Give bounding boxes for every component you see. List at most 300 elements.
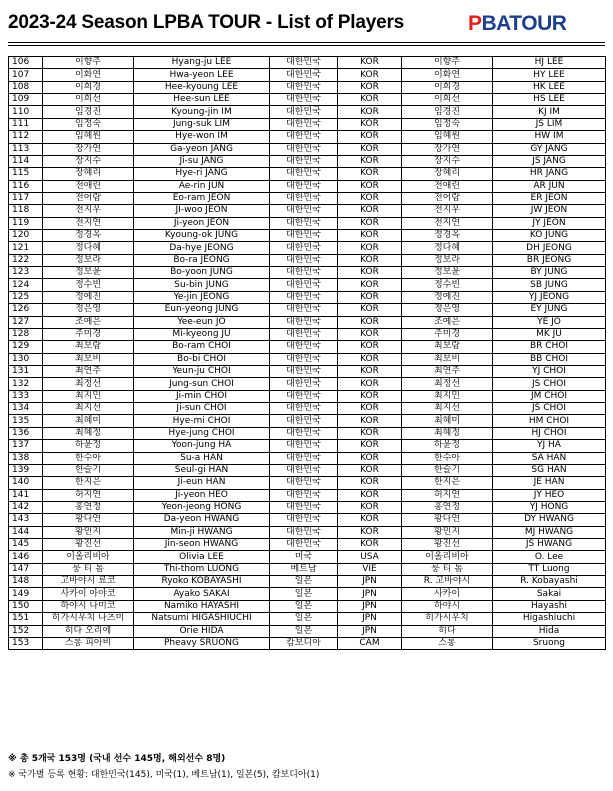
player-country: 대한민국 xyxy=(270,205,338,217)
player-name-korean: 이화연 xyxy=(43,69,134,81)
player-name-korean: 홍연정 xyxy=(43,501,134,513)
table-row xyxy=(9,625,606,637)
player-display-name-english: BR CHOI xyxy=(493,341,606,353)
player-number: 127 xyxy=(9,316,43,328)
player-country-code: KOR xyxy=(338,452,402,464)
player-display-name-korean: 최지민 xyxy=(402,390,493,402)
player-country-code: KOR xyxy=(338,440,402,452)
player-name-english: Ji-sun CHOI xyxy=(134,403,270,415)
table-row xyxy=(9,143,606,155)
logo-letter-p: P xyxy=(468,12,482,35)
table-row xyxy=(9,563,606,575)
player-name-korean: 최혜정 xyxy=(43,427,134,439)
player-name-korean: 최보비 xyxy=(43,353,134,365)
player-country-code: JPN xyxy=(338,576,402,588)
player-country-code: KOR xyxy=(338,205,402,217)
player-name-english: Ji-eun HAN xyxy=(134,477,270,489)
table-row xyxy=(9,94,606,106)
player-display-name-english: HS LEE xyxy=(493,94,606,106)
player-country-code: KOR xyxy=(338,514,402,526)
player-country: 대한민국 xyxy=(270,489,338,501)
player-name-korean: 조예은 xyxy=(43,316,134,328)
player-country-code: JPN xyxy=(338,600,402,612)
player-name-english: Eo-ram JEON xyxy=(134,192,270,204)
player-name-korean: 스롱 피아비 xyxy=(43,637,134,649)
player-country-code: KOR xyxy=(338,180,402,192)
player-country-code: KOR xyxy=(338,94,402,106)
table-row xyxy=(9,440,606,452)
table-row xyxy=(9,291,606,303)
player-display-name-english: GY JANG xyxy=(493,143,606,155)
player-number: 112 xyxy=(9,131,43,143)
player-display-name-english: O. Lee xyxy=(493,551,606,563)
player-name-korean: 사카이 아야코 xyxy=(43,588,134,600)
player-number: 133 xyxy=(9,390,43,402)
player-name-english: Seul-gi HAN xyxy=(134,464,270,476)
player-name-korean: 전어람 xyxy=(43,192,134,204)
logo-text: BATOUR xyxy=(481,12,567,35)
player-country: 대한민국 xyxy=(270,378,338,390)
player-country: 대한민국 xyxy=(270,230,338,242)
player-country-code: KOR xyxy=(338,217,402,229)
player-display-name-korean: 정보윤 xyxy=(402,267,493,279)
player-country-code: KOR xyxy=(338,279,402,291)
player-display-name-english: MJ HWANG xyxy=(493,526,606,538)
player-country: 대한민국 xyxy=(270,94,338,106)
player-country: 대한민국 xyxy=(270,254,338,266)
player-name-korean: 정보윤 xyxy=(43,267,134,279)
player-name-korean: 이올리비아 xyxy=(43,551,134,563)
player-country: 대한민국 xyxy=(270,403,338,415)
player-country: 대한민국 xyxy=(270,131,338,143)
player-name-korean: 최지민 xyxy=(43,390,134,402)
player-country-code: KOR xyxy=(338,155,402,167)
player-name-korean: 정은영 xyxy=(43,304,134,316)
table-row xyxy=(9,403,606,415)
player-name-korean: 임경진 xyxy=(43,106,134,118)
player-display-name-english: HJ LEE xyxy=(493,57,606,69)
player-name-english: Su-a HAN xyxy=(134,452,270,464)
player-country-code: KOR xyxy=(338,526,402,538)
player-name-korean: 정다혜 xyxy=(43,242,134,254)
table-row xyxy=(9,316,606,328)
player-name-korean: 한지은 xyxy=(43,477,134,489)
player-number: 134 xyxy=(9,403,43,415)
player-display-name-korean: 정보라 xyxy=(402,254,493,266)
player-table xyxy=(8,56,606,650)
player-display-name-korean: 황진선 xyxy=(402,539,493,551)
player-display-name-korean: 정예진 xyxy=(402,291,493,303)
player-country-code: KOR xyxy=(338,131,402,143)
player-country: 대한민국 xyxy=(270,143,338,155)
player-country-code: KOR xyxy=(338,378,402,390)
player-display-name-korean: 임경진 xyxy=(402,106,493,118)
player-country: 캄보디아 xyxy=(270,637,338,649)
table-row xyxy=(9,378,606,390)
table-row xyxy=(9,390,606,402)
player-name-english: Hye-jung CHOI xyxy=(134,427,270,439)
table-row xyxy=(9,427,606,439)
table-row xyxy=(9,155,606,167)
player-display-name-english: JE HAN xyxy=(493,477,606,489)
player-name-korean: 정보라 xyxy=(43,254,134,266)
player-number: 132 xyxy=(9,378,43,390)
player-display-name-korean: R. 고바야시 xyxy=(402,576,493,588)
player-name-english: Hye-mi CHOI xyxy=(134,415,270,427)
player-name-korean: 전애린 xyxy=(43,180,134,192)
player-number: 140 xyxy=(9,477,43,489)
player-number: 142 xyxy=(9,501,43,513)
player-name-korean: 고바야시 료코 xyxy=(43,576,134,588)
player-name-english: Hye-ri JANG xyxy=(134,168,270,180)
player-number: 119 xyxy=(9,217,43,229)
player-country: 대한민국 xyxy=(270,464,338,476)
table-row xyxy=(9,489,606,501)
player-number: 114 xyxy=(9,155,43,167)
table-row xyxy=(9,526,606,538)
player-country-code: JPN xyxy=(338,613,402,625)
player-country-code: KOR xyxy=(338,477,402,489)
player-number: 138 xyxy=(9,452,43,464)
player-country: 대한민국 xyxy=(270,539,338,551)
player-country-code: KOR xyxy=(338,57,402,69)
player-display-name-english: YE JO xyxy=(493,316,606,328)
player-name-english: Olivia LEE xyxy=(134,551,270,563)
player-display-name-korean: 최지선 xyxy=(402,403,493,415)
player-display-name-korean: 이희선 xyxy=(402,94,493,106)
player-number: 136 xyxy=(9,427,43,439)
player-display-name-korean: 이희경 xyxy=(402,81,493,93)
player-name-korean: 장가연 xyxy=(43,143,134,155)
player-number: 149 xyxy=(9,588,43,600)
player-name-english: Da-yeon HWANG xyxy=(134,514,270,526)
player-display-name-korean: 한슬기 xyxy=(402,464,493,476)
player-name-korean: 최정선 xyxy=(43,378,134,390)
player-number: 113 xyxy=(9,143,43,155)
player-name-english: Pheavy SRUONG xyxy=(134,637,270,649)
player-display-name-english: JY JEON xyxy=(493,217,606,229)
player-display-name-english: JS JANG xyxy=(493,155,606,167)
player-display-name-english: SA HAN xyxy=(493,452,606,464)
table-row xyxy=(9,205,606,217)
player-display-name-english: HY LEE xyxy=(493,69,606,81)
player-name-korean: 정경옥 xyxy=(43,230,134,242)
player-name-english: Ji-su JANG xyxy=(134,155,270,167)
player-country-code: KOR xyxy=(338,230,402,242)
player-number: 107 xyxy=(9,69,43,81)
player-display-name-korean: 정은영 xyxy=(402,304,493,316)
player-country-code: USA xyxy=(338,551,402,563)
player-name-korean: 임정숙 xyxy=(43,118,134,130)
player-display-name-korean: 최혜미 xyxy=(402,415,493,427)
player-country-code: KOR xyxy=(338,242,402,254)
player-country-code: KOR xyxy=(338,291,402,303)
player-country: 대한민국 xyxy=(270,118,338,130)
player-display-name-english: YJ JEONG xyxy=(493,291,606,303)
player-display-name-english: SB JUNG xyxy=(493,279,606,291)
player-number: 122 xyxy=(9,254,43,266)
player-country-code: KOR xyxy=(338,415,402,427)
player-display-name-english: Higashiuchi xyxy=(493,613,606,625)
player-name-english: Ji-yeon JEON xyxy=(134,217,270,229)
player-name-english: Su-bin JUNG xyxy=(134,279,270,291)
table-row xyxy=(9,477,606,489)
player-number: 148 xyxy=(9,576,43,588)
player-name-english: Kyoung-jin IM xyxy=(134,106,270,118)
player-name-english: Min-ji HWANG xyxy=(134,526,270,538)
player-number: 117 xyxy=(9,192,43,204)
player-number: 141 xyxy=(9,489,43,501)
player-display-name-korean: 하야시 xyxy=(402,600,493,612)
player-display-name-english: JS CHOI xyxy=(493,403,606,415)
player-display-name-english: DH JEONG xyxy=(493,242,606,254)
player-name-korean: 장지수 xyxy=(43,155,134,167)
player-country: 대한민국 xyxy=(270,168,338,180)
player-country: 대한민국 xyxy=(270,415,338,427)
player-display-name-english: YJ HONG xyxy=(493,501,606,513)
player-display-name-english: AR JUN xyxy=(493,180,606,192)
player-name-korean: 이희경 xyxy=(43,81,134,93)
table-row xyxy=(9,464,606,476)
footer-country-breakdown: ※ 국가별 등록 현황: 대한민국(145), 미국(1), 베트남(1), 일본(5), 캄보디아(1) xyxy=(8,770,320,780)
player-country-code: KOR xyxy=(338,304,402,316)
player-country-code: JPN xyxy=(338,625,402,637)
player-display-name-korean: 최혜정 xyxy=(402,427,493,439)
player-country: 베트남 xyxy=(270,563,338,575)
player-country: 대한민국 xyxy=(270,279,338,291)
player-table-body xyxy=(9,57,606,650)
player-name-korean: 최연주 xyxy=(43,365,134,377)
table-row xyxy=(9,81,606,93)
player-display-name-english: Hida xyxy=(493,625,606,637)
player-display-name-korean: 정경옥 xyxy=(402,230,493,242)
table-row xyxy=(9,69,606,81)
player-country-code: KOR xyxy=(338,118,402,130)
player-display-name-english: JM CHOI xyxy=(493,390,606,402)
player-name-korean: 정예진 xyxy=(43,291,134,303)
table-row xyxy=(9,551,606,563)
player-number: 120 xyxy=(9,230,43,242)
player-name-english: Hee-sun LEE xyxy=(134,94,270,106)
player-name-english: Ryoko KOBAYASHI xyxy=(134,576,270,588)
player-country-code: JPN xyxy=(338,588,402,600)
player-display-name-korean: 장혜리 xyxy=(402,168,493,180)
player-number: 144 xyxy=(9,526,43,538)
player-display-name-english: HK LEE xyxy=(493,81,606,93)
player-name-english: Hwa-yeon LEE xyxy=(134,69,270,81)
player-country-code: KOR xyxy=(338,81,402,93)
page-title: 2023-24 Season LPBA TOUR - List of Players xyxy=(8,12,405,33)
player-display-name-english: JS LIM xyxy=(493,118,606,130)
player-name-english: Ji-yeon HEO xyxy=(134,489,270,501)
player-name-english: Ayako SAKAI xyxy=(134,588,270,600)
player-display-name-english: R. Kobayashi xyxy=(493,576,606,588)
player-name-english: Namiko HAYASHI xyxy=(134,600,270,612)
player-display-name-english: YJ HA xyxy=(493,440,606,452)
player-country: 대한민국 xyxy=(270,291,338,303)
player-display-name-english: YJ CHOI xyxy=(493,365,606,377)
table-row xyxy=(9,304,606,316)
player-name-korean: 이희선 xyxy=(43,94,134,106)
player-country-code: KOR xyxy=(338,464,402,476)
player-name-korean: 장혜리 xyxy=(43,168,134,180)
player-number: 128 xyxy=(9,328,43,340)
player-country: 대한민국 xyxy=(270,267,338,279)
player-name-english: Jung-sun CHOI xyxy=(134,378,270,390)
player-number: 139 xyxy=(9,464,43,476)
player-number: 150 xyxy=(9,600,43,612)
player-display-name-korean: 이향주 xyxy=(402,57,493,69)
player-display-name-korean: 최연주 xyxy=(402,365,493,377)
table-row xyxy=(9,514,606,526)
player-country-code: KOR xyxy=(338,390,402,402)
player-display-name-korean: 최정선 xyxy=(402,378,493,390)
player-name-korean: 이향주 xyxy=(43,57,134,69)
player-country-code: CAM xyxy=(338,637,402,649)
player-display-name-korean: 조예은 xyxy=(402,316,493,328)
player-name-korean: 전지연 xyxy=(43,217,134,229)
player-country: 일본 xyxy=(270,625,338,637)
player-name-english: Ji-min CHOI xyxy=(134,390,270,402)
player-country: 대한민국 xyxy=(270,180,338,192)
player-display-name-english: Hayashi xyxy=(493,600,606,612)
player-name-korean: 최혜미 xyxy=(43,415,134,427)
player-number: 111 xyxy=(9,118,43,130)
player-number: 123 xyxy=(9,267,43,279)
player-display-name-english: EY JUNG xyxy=(493,304,606,316)
footer-summary: ※ 총 5개국 153명 (국내 선수 145명, 해외선수 8명) xyxy=(8,754,226,764)
player-display-name-korean: 정다혜 xyxy=(402,242,493,254)
player-country: 대한민국 xyxy=(270,452,338,464)
player-number: 145 xyxy=(9,539,43,551)
player-number: 106 xyxy=(9,57,43,69)
player-name-english: Hyang-ju LEE xyxy=(134,57,270,69)
player-name-english: Bo-yoon JUNG xyxy=(134,267,270,279)
table-row xyxy=(9,501,606,513)
player-number: 116 xyxy=(9,180,43,192)
player-display-name-korean: 전지우 xyxy=(402,205,493,217)
player-number: 126 xyxy=(9,304,43,316)
table-row xyxy=(9,415,606,427)
player-name-korean: 정수빈 xyxy=(43,279,134,291)
player-number: 129 xyxy=(9,341,43,353)
player-name-english: Hee-kyoung LEE xyxy=(134,81,270,93)
player-display-name-korean: 사카이 xyxy=(402,588,493,600)
player-name-english: Eun-yeong JUNG xyxy=(134,304,270,316)
player-display-name-korean: 전어람 xyxy=(402,192,493,204)
table-row xyxy=(9,613,606,625)
player-country: 일본 xyxy=(270,600,338,612)
table-row xyxy=(9,365,606,377)
player-number: 153 xyxy=(9,637,43,649)
player-display-name-english: MK JU xyxy=(493,328,606,340)
player-number: 115 xyxy=(9,168,43,180)
player-country: 대한민국 xyxy=(270,242,338,254)
player-name-korean: 히다 오리에 xyxy=(43,625,134,637)
player-country: 대한민국 xyxy=(270,81,338,93)
player-display-name-korean: 장지수 xyxy=(402,155,493,167)
table-row xyxy=(9,539,606,551)
player-number: 110 xyxy=(9,106,43,118)
player-name-english: Yeon-jeong HONG xyxy=(134,501,270,513)
player-country: 일본 xyxy=(270,613,338,625)
table-row xyxy=(9,353,606,365)
player-country: 대한민국 xyxy=(270,526,338,538)
table-row xyxy=(9,341,606,353)
player-country-code: KOR xyxy=(338,353,402,365)
player-display-name-korean: 스롱 xyxy=(402,637,493,649)
table-row xyxy=(9,452,606,464)
player-display-name-korean: 이화연 xyxy=(402,69,493,81)
player-display-name-korean: 최보람 xyxy=(402,341,493,353)
player-display-name-korean: 하윤정 xyxy=(402,440,493,452)
player-name-korean: 허지연 xyxy=(43,489,134,501)
player-country-code: KOR xyxy=(338,316,402,328)
player-name-korean: 최지선 xyxy=(43,403,134,415)
player-display-name-english: HJ CHOI xyxy=(493,427,606,439)
table-row xyxy=(9,328,606,340)
player-display-name-korean: 정수빈 xyxy=(402,279,493,291)
player-name-english: Jin-seon HWANG xyxy=(134,539,270,551)
player-display-name-korean: 장가연 xyxy=(402,143,493,155)
player-display-name-korean: 한지은 xyxy=(402,477,493,489)
player-country: 대한민국 xyxy=(270,427,338,439)
player-name-english: Bo-bi CHOI xyxy=(134,353,270,365)
table-row xyxy=(9,192,606,204)
player-display-name-english: JW JEON xyxy=(493,205,606,217)
player-country: 대한민국 xyxy=(270,155,338,167)
player-number: 135 xyxy=(9,415,43,427)
player-number: 143 xyxy=(9,514,43,526)
player-country: 대한민국 xyxy=(270,514,338,526)
player-country: 대한민국 xyxy=(270,304,338,316)
player-country-code: VIE xyxy=(338,563,402,575)
player-display-name-english: Sakai xyxy=(493,588,606,600)
player-country-code: KOR xyxy=(338,427,402,439)
player-number: 121 xyxy=(9,242,43,254)
player-number: 131 xyxy=(9,365,43,377)
player-display-name-english: BB CHOI xyxy=(493,353,606,365)
player-name-english: Thi-thom LUONG xyxy=(134,563,270,575)
player-display-name-korean: 허지연 xyxy=(402,489,493,501)
player-country: 대한민국 xyxy=(270,440,338,452)
player-display-name-korean: 한수아 xyxy=(402,452,493,464)
player-country: 대한민국 xyxy=(270,69,338,81)
player-name-korean: 임혜원 xyxy=(43,131,134,143)
player-name-korean: 룽 티 톰 xyxy=(43,563,134,575)
player-name-korean: 하윤정 xyxy=(43,440,134,452)
player-name-english: JI-woo JEON xyxy=(134,205,270,217)
player-display-name-korean: 전애린 xyxy=(402,180,493,192)
player-country: 대한민국 xyxy=(270,57,338,69)
player-display-name-korean: 이올리비아 xyxy=(402,551,493,563)
player-country: 대한민국 xyxy=(270,353,338,365)
player-number: 151 xyxy=(9,613,43,625)
table-row xyxy=(9,279,606,291)
player-country-code: KOR xyxy=(338,489,402,501)
player-display-name-english: KJ IM xyxy=(493,106,606,118)
player-display-name-english: BR JEONG xyxy=(493,254,606,266)
player-display-name-english: SG HAN xyxy=(493,464,606,476)
player-display-name-english: DY HWANG xyxy=(493,514,606,526)
player-name-english: Jung-suk LIM xyxy=(134,118,270,130)
player-country-code: KOR xyxy=(338,254,402,266)
player-name-english: Orie HIDA xyxy=(134,625,270,637)
player-display-name-english: JY HEO xyxy=(493,489,606,501)
player-country: 대한민국 xyxy=(270,192,338,204)
player-country: 대한민국 xyxy=(270,341,338,353)
player-number: 125 xyxy=(9,291,43,303)
